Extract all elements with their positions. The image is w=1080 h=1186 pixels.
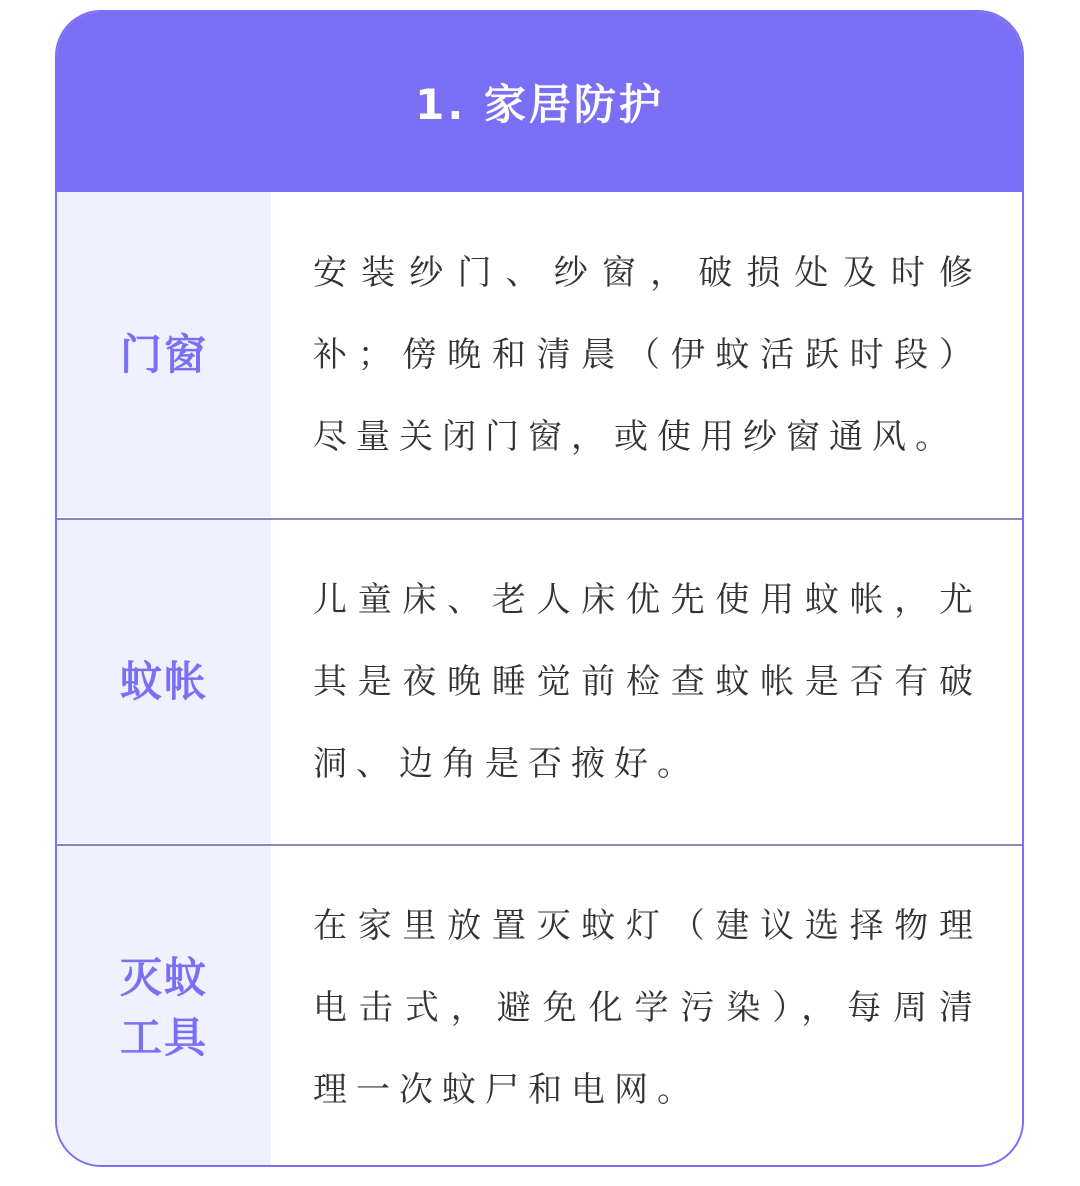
row-label-cell xyxy=(57,520,271,843)
row-label: 门窗 xyxy=(119,329,208,379)
row-text: 在家里放置灭蚊灯（建议选择物理电击式，避免化学污染），每周清理一次蚊尸和电网。 xyxy=(313,905,982,1110)
row-text: 安装纱门、纱窗，破损处及时修补；傍晚和清晨（伊蚊活跃时段）尽量关闭门窗，或使用纱窗通风。 xyxy=(313,252,982,457)
home-protection-card xyxy=(55,10,1024,1167)
row-label-cell xyxy=(57,192,271,517)
row-text-cell xyxy=(271,192,1022,517)
card-header xyxy=(57,12,1022,192)
row-text: 儿童床、老人床优先使用蚊帐，尤其是夜晚睡觉前检查蚊帐是否有破洞、边角是否掖好。 xyxy=(313,579,982,784)
table-row xyxy=(57,518,1022,843)
row-label-cell xyxy=(57,846,271,1167)
row-label: 蚊帐 xyxy=(119,656,208,706)
row-text-cell xyxy=(271,846,1022,1167)
row-label: 灭蚊工具 xyxy=(119,952,208,1062)
row-text-cell xyxy=(271,520,1022,843)
table-row xyxy=(57,192,1022,517)
table-row xyxy=(57,844,1022,1167)
card-title: 1. 家居防护 xyxy=(415,80,664,129)
